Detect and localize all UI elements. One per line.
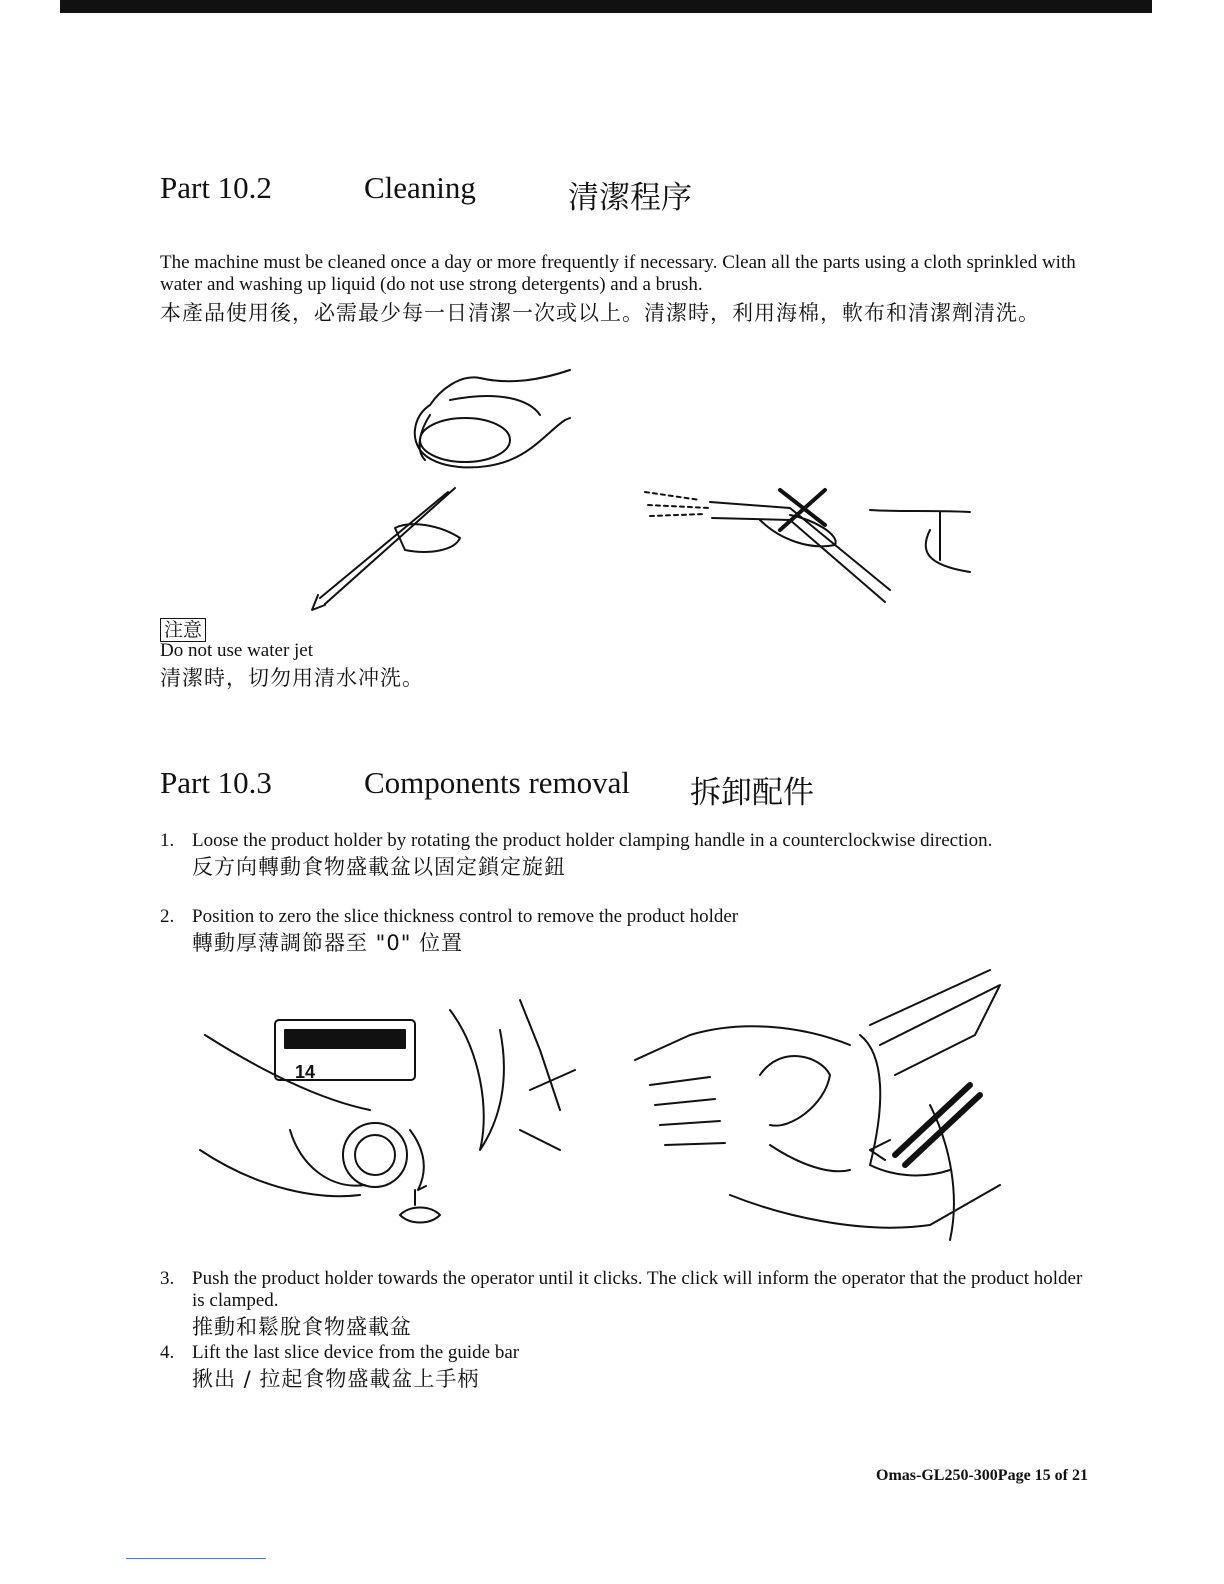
- step-text-en: Loose the product holder by rotating the product holder clamping handle in a counterclockwise direction.: [192, 830, 993, 851]
- dial-digits: 14: [295, 1062, 316, 1082]
- step-item: 3. Push the product holder towards the operator until it clicks. The click will inform the operator that the product holder is clamped. 推動和鬆脫食物盛載盆: [160, 1268, 1090, 1338]
- cleaning-intro-en: The machine must be cleaned once a day or more frequently if necessary. Clean all the parts using a cloth sprinkled with water and washing up liquid (do not use strong detergents) and a brush.: [160, 252, 1076, 295]
- section-title-zh: 拆卸配件: [690, 775, 814, 811]
- step-text-en: Lift the last slice device from the guide bar: [192, 1342, 520, 1363]
- link-underline: [126, 1558, 266, 1559]
- warning-zh: 清潔時，切勿用清水冲洗。: [160, 666, 424, 690]
- cleaning-intro-zh: 本產品使用後，必需最少每一日清潔一次或以上。清潔時，利用海棉，軟布和清潔劑清洗。: [160, 301, 1040, 325]
- top-rule: [60, 0, 1152, 13]
- step-text-zh: 轉動厚薄調節器至 "0" 位置: [192, 931, 464, 955]
- thickness-dial-illustration: [200, 990, 590, 1240]
- step-text-zh: 推動和鬆脫食物盛載盆: [192, 1315, 412, 1339]
- section-title-zh: 清潔程序: [568, 180, 692, 216]
- section-title: Components removal: [364, 765, 631, 800]
- part-number: Part 10.2: [160, 170, 272, 205]
- step-item: 4. Lift the last slice device from the guide bar 揪出 / 拉起食物盛載盆上手柄: [160, 1342, 1090, 1390]
- sponge-and-brush-illustration: [300, 360, 600, 620]
- product-holder-clamp-illustration: [630, 965, 1010, 1245]
- warning-en: Do not use water jet: [160, 640, 314, 661]
- part-number: Part 10.3: [160, 765, 272, 800]
- section-heading-cleaning: [160, 170, 692, 216]
- step-text-en: Push the product holder towards the operator until it clicks. The click will inform the operator that the product holder is clamped.: [192, 1268, 1083, 1311]
- step-item: 1. Loose the product holder by rotating the product holder clamping handle in a counterclockwise direction. 反方向轉動食物盛載盆以固定鎖定旋鈕: [160, 830, 1090, 878]
- section-heading-removal: [160, 765, 814, 811]
- step-text-zh: 反方向轉動食物盛載盆以固定鎖定旋鈕: [192, 855, 566, 879]
- page-footer: Omas-GL250-300Page 15 of 21: [876, 1467, 1088, 1484]
- step-item: 2. Position to zero the slice thickness control to remove the product holder 轉動厚薄調節器至 "0" 位置: [160, 906, 1090, 954]
- notice-label: 注意: [160, 615, 206, 642]
- section-title: Cleaning: [364, 170, 476, 205]
- water-jet-crossed-illustration: [640, 480, 980, 610]
- step-text-zh: 揪出 / 拉起食物盛載盆上手柄: [192, 1367, 480, 1391]
- step-text-en: Position to zero the slice thickness control to remove the product holder: [192, 906, 739, 927]
